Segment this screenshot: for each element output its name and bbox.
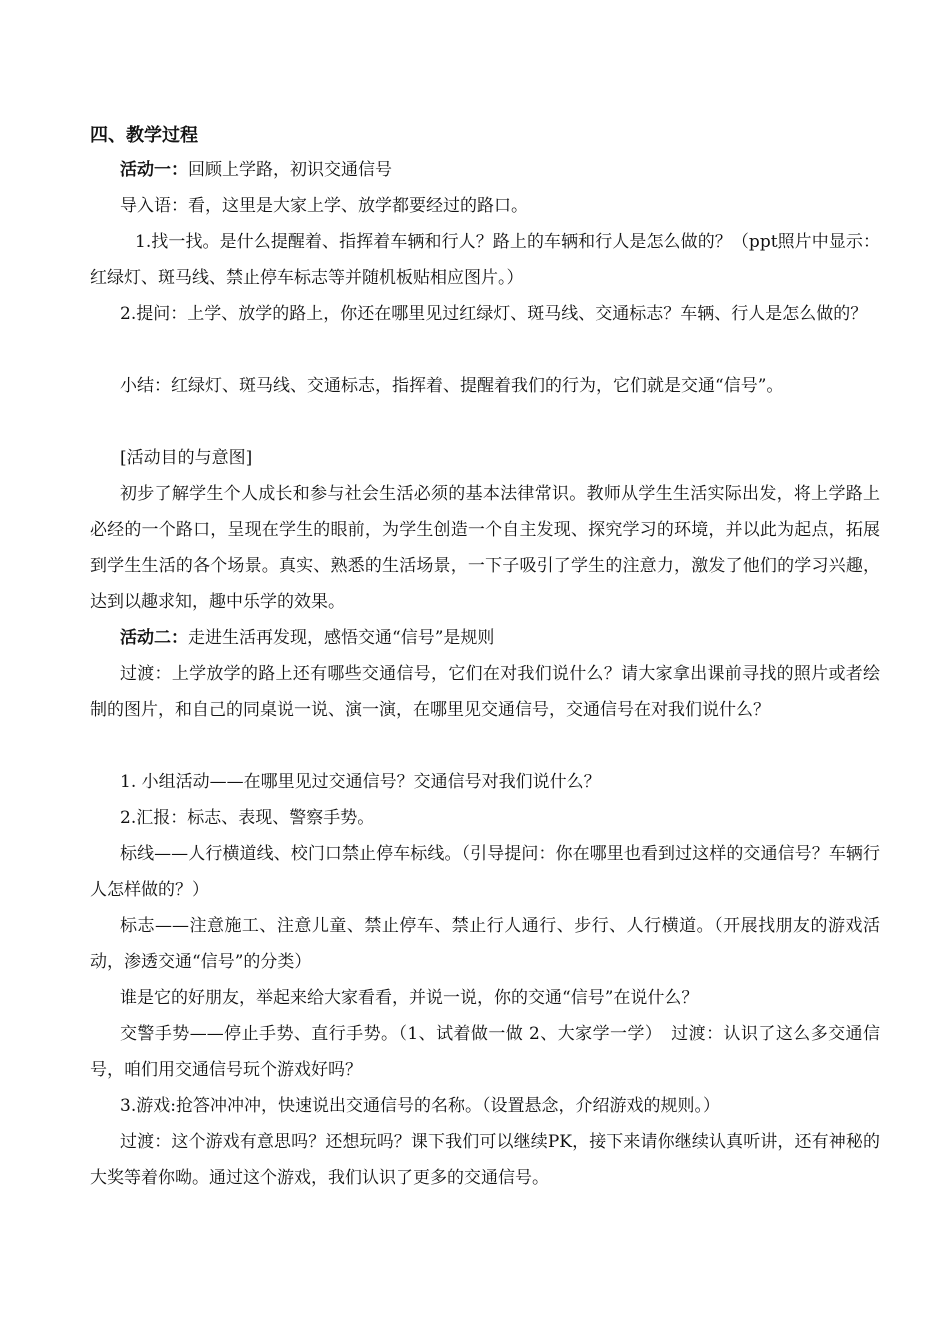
- friends-paragraph: 谁是它的好朋友，举起来给大家看看，并说一说，你的交通“信号”在说什么？: [120, 988, 699, 1008]
- section-title: 四、教学过程: [90, 125, 198, 146]
- game-paragraph: 3.游戏:抢答冲冲冲，快速说出交通信号的名称。（设置悬念，介绍游戏的规则。）: [120, 1096, 720, 1116]
- activity-one-title: 回顾上学路，初识交通信号: [188, 160, 392, 180]
- activity-two-title: 走进生活再发现，感悟交通“信号”是规则: [188, 628, 495, 648]
- intro-paragraph: 导入语：看，这里是大家上学、放学都要经过的路口。: [120, 196, 528, 216]
- signs-paragraph: 标志——注意施工、注意儿童、禁止停车、禁止行人通行、步行、人行横道。（开展找朋友的游戏活动，渗透交通“信号”的分类）: [90, 916, 880, 972]
- activity-two-heading: [90, 620, 880, 656]
- gestures-paragraph: 交警手势——停止手势、直行手势。（1、试着做一做 2、大家学一学） 过渡：认识了这么多交通信号，咱们用交通信号玩个游戏好吗？: [90, 1024, 880, 1080]
- activity-one-heading: [90, 152, 880, 188]
- item-two-paragraph: 2.汇报：标志、表现、警察手势。: [120, 808, 375, 828]
- transition-one-paragraph: 过渡：上学放学的路上还有哪些交通信号，它们在对我们说什么？请大家拿出课前寻找的照片或者绘制的图片，和自己的同桌说一说、演一演，在哪里见交通信号，交通信号在对我们说什么？: [90, 664, 880, 720]
- markings-paragraph: 标线——人行横道线、校门口禁止停车标线。（引导提问：你在哪里也看到过这样的交通信号？车辆行人怎样做的？）: [90, 844, 880, 900]
- item-one-paragraph: 1. 小组活动——在哪里见过交通信号？交通信号对我们说什么？: [120, 772, 601, 792]
- purpose-heading: [活动目的与意图]: [120, 448, 253, 468]
- step-two-paragraph: 2.提问：上学、放学的路上，你还在哪里见过红绿灯、斑马线、交通标志？车辆、行人是怎么做的？: [120, 304, 868, 324]
- transition-two-paragraph: 过渡：这个游戏有意思吗？还想玩吗？课下我们可以继续PK，接下来请你继续认真听讲，还有神秘的大奖等着你呦。通过这个游戏，我们认识了更多的交通信号。: [90, 1132, 880, 1188]
- activity-two-label: 活动二：: [120, 628, 188, 648]
- step-one-paragraph: 1.找一找。是什么提醒着、指挥着车辆和行人？路上的车辆和行人是怎么做的？（ppt照片中显示：红绿灯、斑马线、禁止停车标志等并随机板贴相应图片。）: [90, 232, 880, 288]
- summary-paragraph: 小结：红绿灯、斑马线、交通标志，指挥着、提醒着我们的行为，它们就是交通“信号”。: [120, 376, 784, 396]
- purpose-paragraph: 初步了解学生个人成长和参与社会生活必须的基本法律常识。教师从学生生活实际出发，将上学路上必经的一个路口，呈现在学生的眼前，为学生创造一个自主发现、探究学习的环境，并以此为起点，拓展到学生生活的各个场景。真实、熟悉的生活场景，一下子吸引了学生的注意力，激发了他们的学习兴趣，达到以趣求知，趣中乐学的效果。: [90, 484, 880, 612]
- activity-one-label: 活动一：: [120, 160, 188, 180]
